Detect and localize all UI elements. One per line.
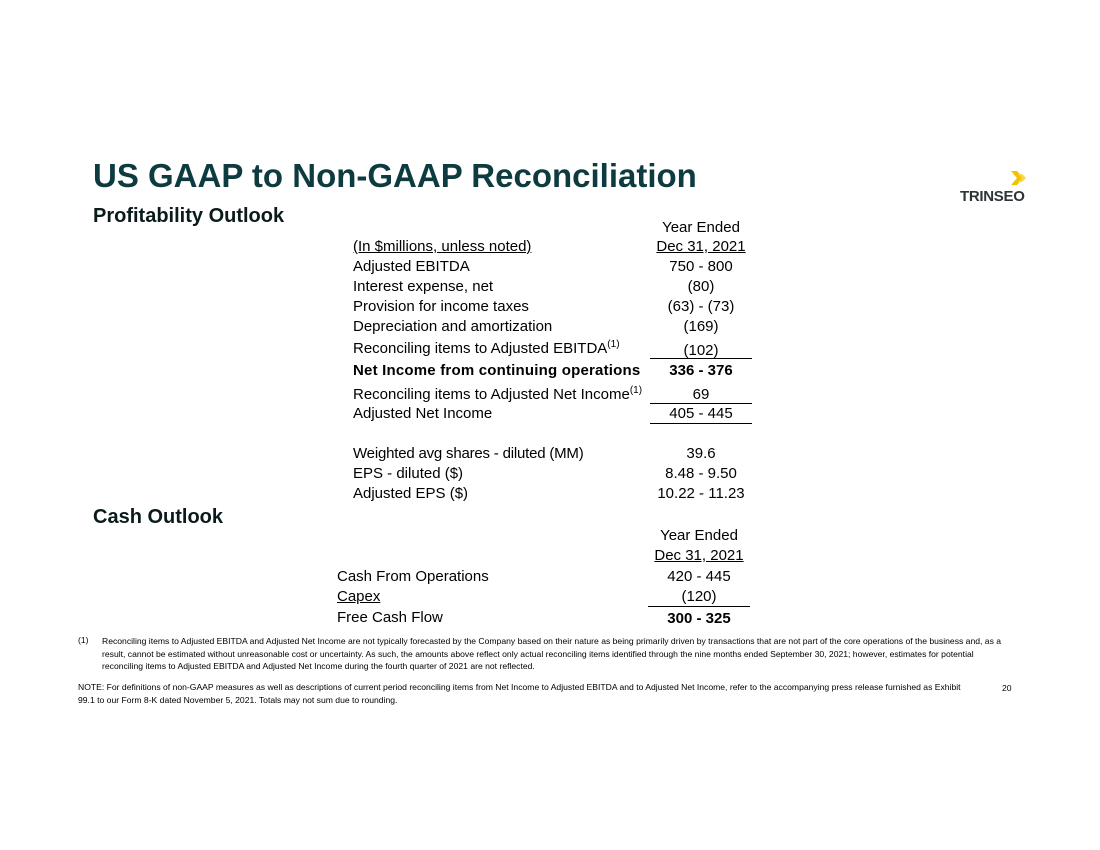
profitability-col-header-2: Dec 31, 2021 xyxy=(656,238,746,255)
units-label: (In $millions, unless noted) xyxy=(353,238,532,255)
row-value: (169) xyxy=(683,318,719,335)
row-value: (80) xyxy=(687,278,715,295)
footnote-ref: (1) xyxy=(607,339,620,350)
row-label: EPS - diluted ($) xyxy=(353,465,464,482)
row-label: Provision for income taxes xyxy=(353,298,529,315)
row-label: Interest expense, net xyxy=(353,278,494,295)
page-title: US GAAP to Non-GAAP Reconciliation xyxy=(93,157,697,194)
row-value: (63) - (73) xyxy=(667,298,735,315)
subtotal-rule xyxy=(648,606,750,607)
row-value: 750 - 800 xyxy=(669,258,733,275)
row-value: 300 - 325 xyxy=(667,610,731,627)
note-text: NOTE: For definitions of non-GAAP measures as well as descriptions of current period reconciling items from Net Income to Adjusted EBITDA and to Adjusted Net Income, refer to the accompanying press release furnished as Exhibit 99.1 to our Form 8-K dated November 5, 2021. Totals may not sum due to rounding. xyxy=(78,682,961,705)
row-value: 420 - 445 xyxy=(667,568,731,585)
profitability-heading: Profitability Outlook xyxy=(93,205,285,227)
logo-chevron-icon xyxy=(1009,170,1029,186)
row-value: 39.6 xyxy=(686,445,716,462)
row-value: 336 - 376 xyxy=(669,362,733,379)
row-value: 405 - 445 xyxy=(669,405,733,422)
profitability-col-header-1: Year Ended xyxy=(662,219,740,236)
row-label: Free Cash Flow xyxy=(337,609,443,626)
row-label: Adjusted EBITDA xyxy=(353,258,470,275)
footnote-text: Reconciling items to Adjusted EBITDA and Adjusted Net Income are not typically forecasted by the Company based on their nature as being primarily driven by transactions that are not part of the core operations of the business and, as a result, cannot be estimated without unreasonable cost or uncertainty. As such, the amounts above reflect only actual reconciling items identified through the nine months ended September 30, 2021; however, estimates for potential reconciling items to Adjusted EBITDA and Adjusted Net Income during the fourth quarter of 2021 are not reflected. xyxy=(102,636,1002,671)
row-label: Cash From Operations xyxy=(337,568,489,585)
row-label: Depreciation and amortization xyxy=(353,318,553,335)
row-label: Reconciling items to Adjusted EBITDA$^{(1)}$ xyxy=(353,339,620,357)
footnote-marker: (1) xyxy=(78,635,89,645)
row-label: Weighted avg shares - diluted (MM) xyxy=(353,445,584,462)
subtotal-rule xyxy=(650,403,752,404)
row-value: 10.22 - 11.23 xyxy=(657,485,745,502)
footnote-ref: (1) xyxy=(629,385,643,396)
trinseo-logo xyxy=(960,170,1030,210)
row-value: (120) xyxy=(681,588,717,605)
cash-heading: Cash Outlook xyxy=(93,506,224,528)
total-rule xyxy=(650,423,752,424)
cash-col-header-2: Dec 31, 2021 xyxy=(654,547,744,564)
row-label: Capex xyxy=(337,588,381,605)
row-label: Adjusted EPS ($) xyxy=(353,485,469,502)
row-value: (102) xyxy=(683,342,719,359)
row-value: 69 xyxy=(692,386,710,403)
page-number: 20 xyxy=(1002,683,1012,693)
row-label: Adjusted Net Income xyxy=(353,405,493,422)
logo-text: TRINSEO xyxy=(960,188,1025,205)
row-label: Net Income from continuing operations xyxy=(353,362,641,379)
row-label: Reconciling items to Adjusted Net Income$^{(1)}$ xyxy=(353,385,643,403)
cash-col-header-1: Year Ended xyxy=(660,527,738,544)
subtotal-rule xyxy=(650,358,752,359)
row-value: 8.48 - 9.50 xyxy=(665,465,737,482)
